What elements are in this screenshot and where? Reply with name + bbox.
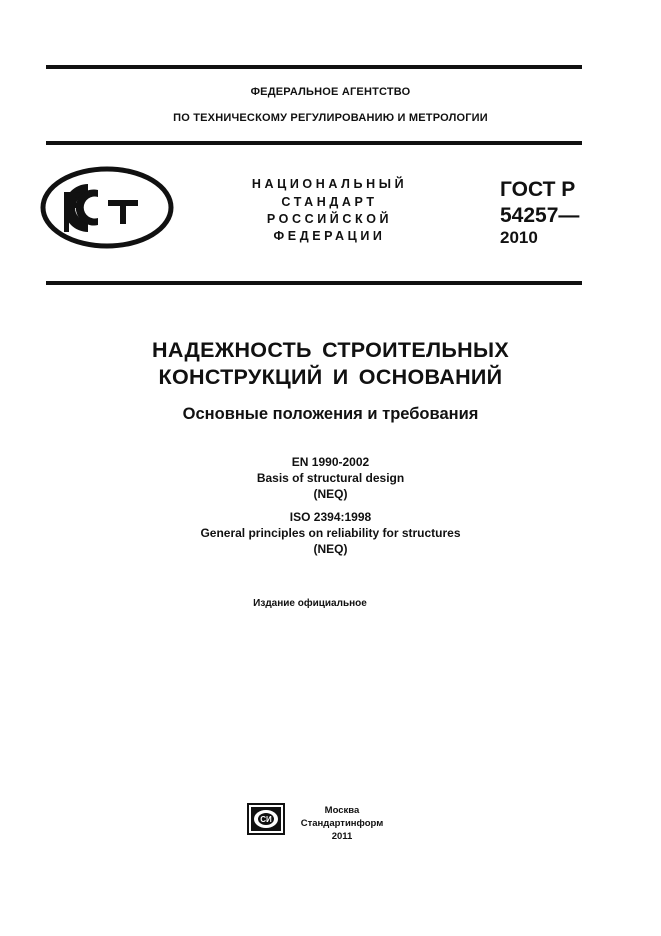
designation-prefix: ГОСТ Р [500, 178, 576, 201]
standard-type-line-2: СТАНДАРТ [281, 195, 378, 209]
svg-text:СИ: СИ [260, 815, 272, 824]
reference-1-degree: (NEQ) [313, 487, 348, 501]
reference-2-name: General principles on reliability for structures [200, 526, 461, 540]
main-rule [46, 281, 582, 285]
standard-type-line-3: РОССИЙСКОЙ [266, 212, 393, 226]
publisher-name: Стандартинформ [300, 818, 384, 829]
header-rule [46, 141, 582, 145]
edition-label: Издание официальное [253, 598, 367, 609]
standard-type-line-4: ФЕДЕРАЦИИ [273, 229, 386, 243]
document-title-line-2: КОНСТРУКЦИЙ И ОСНОВАНИЙ [158, 365, 503, 389]
reference-2-code: ISO 2394:1998 [289, 510, 372, 524]
designation-year: 2010 [500, 228, 538, 247]
reference-1-name: Basis of structural design [256, 471, 405, 485]
agency-line-1: ФЕДЕРАЛЬНОЕ АГЕНТСТВО [250, 86, 411, 98]
publisher-city: Москва [324, 805, 360, 816]
reference-1-code: EN 1990-2002 [291, 455, 370, 469]
standard-type-line-1: НАЦИОНАЛЬНЫЙ [251, 177, 408, 191]
publisher-year: 2011 [331, 831, 353, 842]
agency-line-2: ПО ТЕХНИЧЕСКОМУ РЕГУЛИРОВАНИЮ И МЕТРОЛОГИИ [173, 112, 488, 124]
standartinform-logo-icon [247, 803, 285, 835]
top-rule [46, 65, 582, 69]
designation-number: 54257— [500, 204, 580, 227]
rst-certification-logo-icon [40, 166, 174, 249]
document-title-line-1: НАДЕЖНОСТЬ СТРОИТЕЛЬНЫХ [152, 338, 509, 362]
reference-2-degree: (NEQ) [313, 542, 348, 556]
document-subtitle: Основные положения и требования [182, 405, 479, 423]
